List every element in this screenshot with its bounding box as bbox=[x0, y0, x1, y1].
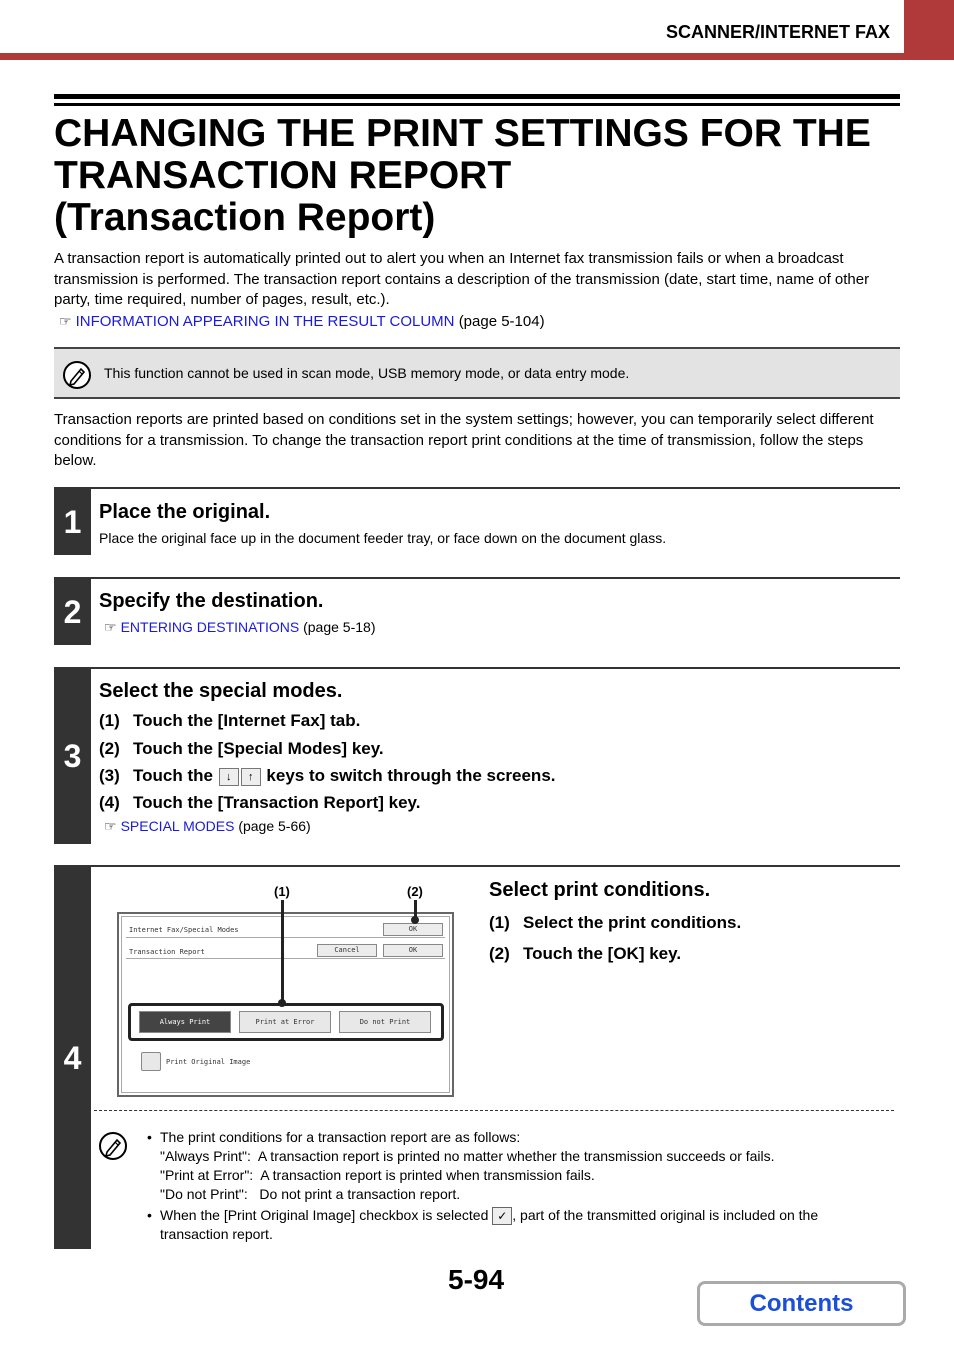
substep bbox=[489, 913, 741, 933]
header-rule bbox=[0, 53, 904, 60]
pointing-hand-icon: ☞ bbox=[59, 312, 72, 329]
result-column-link[interactable]: INFORMATION APPEARING IN THE RESULT COLUMN bbox=[75, 312, 455, 330]
callout-line-1 bbox=[281, 900, 284, 1002]
intro-paragraph bbox=[54, 249, 904, 332]
do-not-print-button[interactable]: Do not Print bbox=[339, 1011, 431, 1033]
substep-number: (3) bbox=[99, 766, 120, 785]
substep-number: (2) bbox=[99, 739, 120, 758]
substep-number: (4) bbox=[99, 793, 120, 812]
conditions-paragraph: Transaction reports are printed based on conditions set in the system settings; however, you can temporarily select different conditions for a transmission. To change the transaction report print conditions at the time of transmission, follow the steps below. bbox=[54, 411, 874, 469]
reference-line bbox=[104, 619, 376, 636]
screen-header-title: Internet Fax/Special Modes bbox=[129, 926, 239, 934]
entering-destinations-link[interactable]: ENTERING DESTINATIONS bbox=[120, 619, 300, 635]
print-conditions-note bbox=[147, 1128, 867, 1244]
callout-dot-1 bbox=[278, 999, 286, 1007]
pointing-hand-icon: ☞ bbox=[104, 818, 117, 834]
screen-row-label: Transaction Report bbox=[129, 948, 205, 956]
pencil-note-icon bbox=[98, 1131, 128, 1161]
step-title: Select print conditions. bbox=[489, 879, 711, 901]
section-title: SCANNER/INTERNET FAX bbox=[665, 22, 890, 42]
header-tab bbox=[904, 0, 954, 60]
step-3 bbox=[54, 667, 900, 844]
checkmark-icon: ✓ bbox=[492, 1207, 512, 1225]
page-title bbox=[54, 113, 904, 239]
note-box bbox=[54, 347, 900, 399]
always-print-button[interactable]: Always Print bbox=[139, 1011, 231, 1033]
header-ok-button[interactable]: OK bbox=[383, 923, 443, 936]
title-rule bbox=[54, 94, 900, 99]
title-line: CHANGING THE PRINT SETTINGS FOR THE bbox=[54, 112, 871, 155]
print-original-image-checkbox[interactable] bbox=[141, 1052, 161, 1071]
step-2 bbox=[54, 577, 900, 645]
title-rule bbox=[54, 103, 900, 106]
note-bullet: • The print conditions for a transaction report are as follows: bbox=[147, 1128, 867, 1147]
substep-number: (2) bbox=[489, 944, 510, 963]
substep-number: (1) bbox=[489, 913, 510, 932]
substep bbox=[489, 944, 681, 964]
step-description: Place the original face up in the document feeder tray, or face down on the document glass. bbox=[99, 530, 667, 546]
substep-text: Touch the bbox=[133, 766, 213, 785]
note-text: , part of the transmitted original is included on the transaction report. bbox=[160, 1207, 819, 1243]
reference-page: (page 5-66) bbox=[238, 818, 311, 834]
note-text: This function cannot be used in scan mode, USB memory mode, or data entry mode. bbox=[104, 365, 630, 381]
callout-label-2: (2) bbox=[407, 884, 423, 899]
contents-button[interactable]: Contents bbox=[697, 1281, 906, 1326]
step-title: Place the original. bbox=[99, 501, 271, 523]
condition-definition: "Always Print": A transaction report is printed no matter whether the transmission succeeds or fails. bbox=[160, 1148, 775, 1164]
step-1 bbox=[54, 487, 900, 555]
pencil-note-icon bbox=[62, 360, 92, 390]
title-line: TRANSACTION REPORT bbox=[54, 154, 512, 197]
intro-text: A transaction report is automatically printed out to alert you when an Internet fax transmission fails or when a broadcast transmission is performed. The transaction report contains a description of the transmission (date, start time, name of other party, time required, number of pages, result, etc.). bbox=[54, 250, 870, 308]
substep bbox=[99, 793, 420, 813]
condition-definition: "Print at Error": A transaction report is printed when transmission fails. bbox=[160, 1167, 595, 1183]
substep-text: Select the print conditions. bbox=[523, 913, 742, 932]
step-number: 4 bbox=[54, 867, 91, 1249]
substep-text: Touch the [Special Modes] key. bbox=[133, 739, 384, 758]
page-header bbox=[0, 0, 954, 60]
substep-number: (1) bbox=[99, 711, 120, 730]
special-modes-link[interactable]: SPECIAL MODES bbox=[120, 818, 235, 834]
dashed-separator bbox=[94, 1110, 894, 1111]
substep-text: keys to switch through the screens. bbox=[266, 766, 556, 785]
step-number: 1 bbox=[54, 489, 91, 555]
screen-header-row bbox=[126, 921, 445, 938]
title-line: (Transaction Report) bbox=[54, 196, 436, 239]
cancel-button[interactable]: Cancel bbox=[317, 944, 377, 957]
pointing-hand-icon: ☞ bbox=[104, 619, 117, 635]
reference-line bbox=[104, 818, 311, 835]
arrow-up-key-icon: ↑ bbox=[241, 768, 261, 786]
step-title: Select the special modes. bbox=[99, 680, 343, 702]
reference-page: (page 5-18) bbox=[303, 619, 376, 635]
note-bullet bbox=[147, 1206, 867, 1244]
callout-dot-2 bbox=[411, 916, 419, 924]
step-title: Specify the destination. bbox=[99, 590, 324, 612]
callout-label-1: (1) bbox=[274, 884, 290, 899]
substep-text: Touch the [OK] key. bbox=[523, 944, 682, 963]
step-number: 3 bbox=[54, 669, 91, 844]
print-at-error-button[interactable]: Print at Error bbox=[239, 1011, 331, 1033]
step-number: 2 bbox=[54, 579, 91, 645]
substep-text: Touch the [Transaction Report] key. bbox=[133, 793, 421, 812]
substep bbox=[99, 739, 384, 759]
ok-button[interactable]: OK bbox=[383, 944, 443, 957]
condition-definition: "Do not Print": Do not print a transaction report. bbox=[160, 1186, 461, 1202]
screen-report-row bbox=[126, 942, 445, 959]
note-text: When the [Print Original Image] checkbox is selected bbox=[160, 1207, 489, 1223]
print-original-image-label: Print Original Image bbox=[166, 1058, 251, 1066]
arrow-down-key-icon: ↓ bbox=[219, 768, 239, 786]
reference-line bbox=[54, 311, 904, 332]
substep bbox=[99, 711, 360, 731]
page-number: 5-94 bbox=[448, 1264, 505, 1295]
reference-page: (page 5-104) bbox=[458, 312, 545, 330]
substep bbox=[99, 766, 556, 786]
substep-text: Touch the [Internet Fax] tab. bbox=[133, 711, 361, 730]
